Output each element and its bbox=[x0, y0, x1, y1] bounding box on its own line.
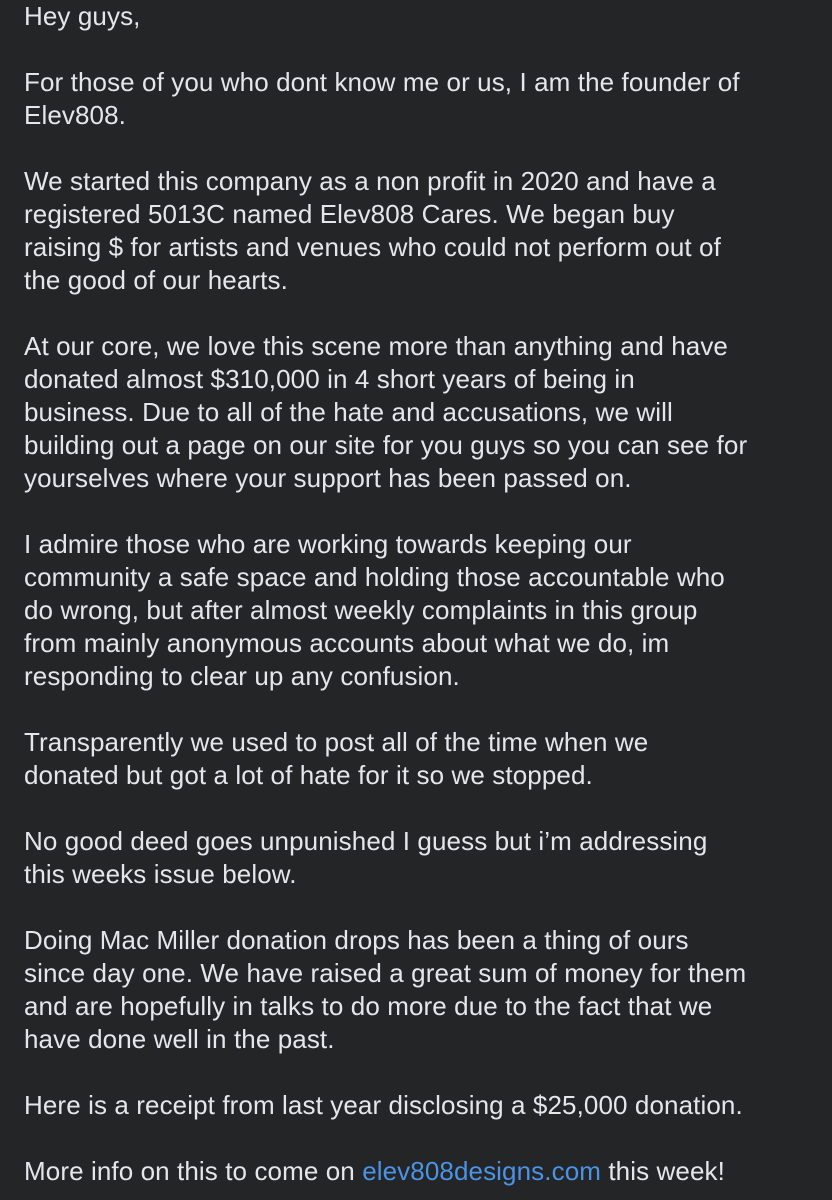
paragraph-spacer bbox=[24, 693, 812, 726]
paragraph-spacer bbox=[24, 1056, 812, 1089]
text-line: responding to clear up any confusion. bbox=[24, 661, 460, 691]
text-line: the good of our hearts. bbox=[24, 265, 288, 295]
text-line: do wrong, but after almost weekly complaints in this group bbox=[24, 595, 698, 625]
paragraph-receipt bbox=[24, 1089, 812, 1122]
text-line: yourselves where your support has been passed on. bbox=[24, 463, 632, 493]
paragraph-mac-miller bbox=[24, 924, 812, 1056]
paragraph-community bbox=[24, 528, 812, 693]
text-line: I admire those who are working towards keeping our bbox=[24, 529, 632, 559]
text-line: Elev808. bbox=[24, 100, 126, 130]
paragraph-closing bbox=[24, 1155, 812, 1188]
text-line: donated but got a lot of hate for it so we stopped. bbox=[24, 760, 593, 790]
text-line: Doing Mac Miller donation drops has been a thing of ours bbox=[24, 925, 689, 955]
text-line: business. Due to all of the hate and accusations, we will bbox=[24, 397, 673, 427]
paragraph-spacer bbox=[24, 495, 812, 528]
text-line: community a safe space and holding those accountable who bbox=[24, 562, 725, 592]
website-link[interactable]: elev808designs.com bbox=[362, 1156, 602, 1186]
paragraph-history bbox=[24, 165, 812, 297]
text-line: We started this company as a non profit in 2020 and have a bbox=[24, 166, 716, 196]
text-line: raising $ for artists and venues who could not perform out of bbox=[24, 232, 721, 262]
text-line: No good deed goes unpunished I guess but i’m addressing bbox=[24, 826, 708, 856]
text-line: and are hopefully in talks to do more due to the fact that we bbox=[24, 991, 713, 1021]
paragraph-spacer bbox=[24, 1122, 812, 1155]
paragraph-core bbox=[24, 330, 812, 495]
closing-prefix: More info on this to come on bbox=[24, 1156, 363, 1186]
text-line: have done well in the past. bbox=[24, 1024, 335, 1054]
paragraph-intro bbox=[24, 66, 812, 132]
paragraph-spacer bbox=[24, 891, 812, 924]
greeting-paragraph bbox=[24, 0, 812, 33]
text-line: this weeks issue below. bbox=[24, 859, 297, 889]
paragraph-spacer bbox=[24, 132, 812, 165]
text-line: donated almost $310,000 in 4 short years of being in bbox=[24, 364, 635, 394]
text-line: building out a page on our site for you guys so you can see for bbox=[24, 430, 748, 460]
text-line: At our core, we love this scene more than anything and have bbox=[24, 331, 728, 361]
paragraph-spacer bbox=[24, 792, 812, 825]
text-line: Here is a receipt from last year disclosing a $25,000 donation. bbox=[24, 1090, 743, 1120]
paragraph-good-deed bbox=[24, 825, 812, 891]
text-line: from mainly anonymous accounts about what we do, im bbox=[24, 628, 670, 658]
text-line: since day one. We have raised a great sum of money for them bbox=[24, 958, 747, 988]
greeting-text: Hey guys, bbox=[24, 1, 141, 31]
closing-line bbox=[24, 1155, 812, 1188]
paragraph-spacer bbox=[24, 33, 812, 66]
paragraph-transparency bbox=[24, 726, 812, 792]
text-line: registered 5013C named Elev808 Cares. We began buy bbox=[24, 199, 675, 229]
text-line: For those of you who dont know me or us, I am the founder of bbox=[24, 67, 740, 97]
text-line: Transparently we used to post all of the time when we bbox=[24, 727, 649, 757]
closing-suffix: this week! bbox=[601, 1156, 725, 1186]
paragraph-spacer bbox=[24, 297, 812, 330]
